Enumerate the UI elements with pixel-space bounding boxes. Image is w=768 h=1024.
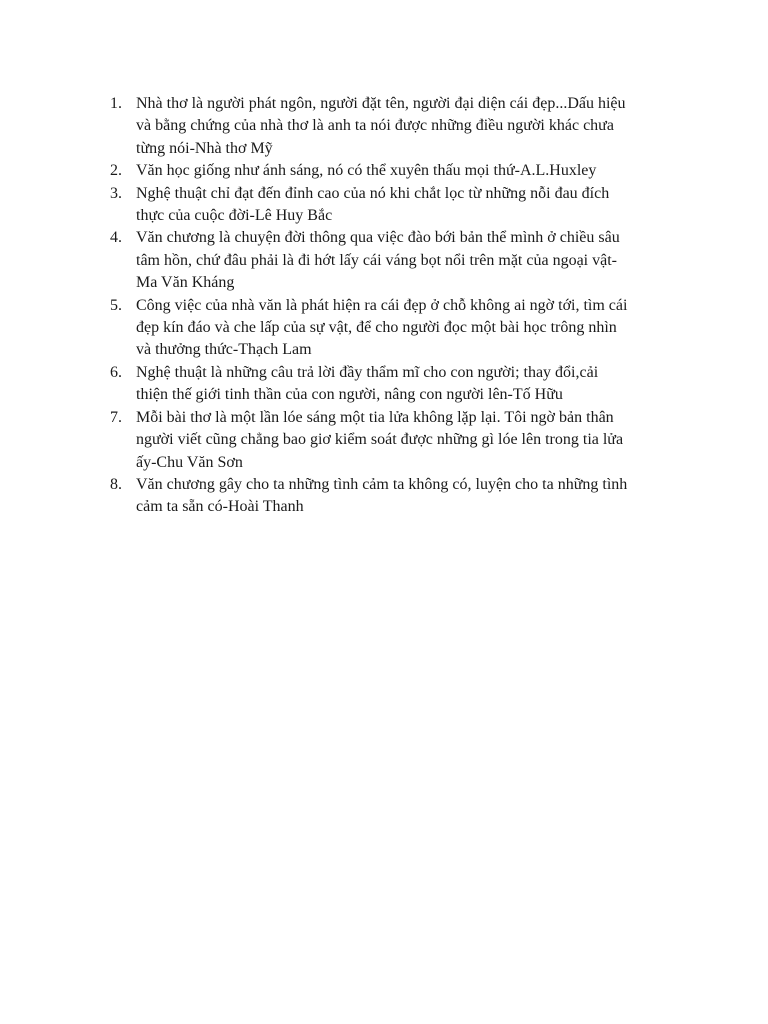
list-item-text: Mỗi bài thơ là một lần lóe sáng một tia lửa không lặp lại. Tôi ngờ bản thân người viết cũng chẳng bao giơ kiểm soát được những gì lóe lên trong tia lửa ấy-Chu Văn Sơn (136, 408, 624, 471)
list-item-text: Nghệ thuật chỉ đạt đến đỉnh cao của nó khi chắt lọc từ những nỗi đau đích thực của cuộc đời-Lê Huy Bắc (136, 184, 610, 225)
list-item-number: 8. (110, 475, 122, 493)
list-item-number: 4. (110, 229, 122, 247)
list-item-text: Văn học giống như ánh sáng, nó có thể xuyên thấu mọi thứ-A.L.Huxley (136, 162, 597, 180)
list-item-number: 2. (110, 162, 122, 180)
list-item-text: Văn chương gây cho ta những tình cảm ta không có, luyện cho ta những tình cảm ta sẵn có-Hoài Thanh (136, 475, 628, 516)
list-item-text: Văn chương là chuyện đời thông qua việc đào bới bản thể mình ở chiều sâu tâm hồn, chứ đâu phải là đi hớt lấy cái váng bọt nổi trên mặt của ngoại vật- Ma Văn Kháng (136, 229, 620, 292)
list-item (104, 474, 684, 519)
list-item (104, 160, 684, 182)
list-item-text: Nghệ thuật là những câu trả lời đầy thẩm mĩ cho con người; thay đổi,cải thiện thế giới tinh thần của con người, nâng con người lên-Tố Hữu (136, 363, 599, 404)
list-item-text: Công việc của nhà văn là phát hiện ra cái đẹp ở chỗ không ai ngờ tới, tìm cái đẹp kín đáo và che lấp của sự vật, để cho người đọc một bài học trông nhìn và thưởng thức-Thạch Lam (136, 296, 628, 359)
list-item-number: 6. (110, 363, 122, 381)
list-item-number: 1. (110, 95, 122, 112)
list-item (104, 183, 684, 228)
list-item-number: 5. (110, 296, 122, 314)
list-item (104, 362, 684, 407)
quote-list (104, 93, 684, 519)
list-item (104, 93, 684, 160)
list-item-text: Nhà thơ là người phát ngôn, người đặt tên, người đại diện cái đẹp...Dấu hiệu và bằng chứng của nhà thơ là anh ta nói được những điều người khác chưa từng nói-Nhà thơ Mỹ (136, 95, 626, 157)
list-item (104, 295, 684, 362)
list-item (104, 407, 684, 474)
list-item-number: 3. (110, 184, 122, 202)
list-item (104, 227, 684, 294)
list-item-number: 7. (110, 408, 122, 426)
